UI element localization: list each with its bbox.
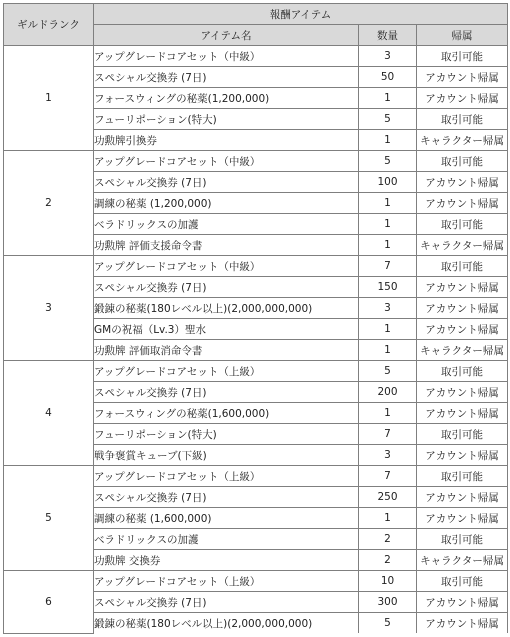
attribution-cell: アカウント帰属	[417, 445, 508, 466]
item-name-cell: アップグレードコアセット（上級）	[94, 571, 359, 592]
item-name-cell: スペシャル交換券 (7日)	[94, 382, 359, 403]
attribution-cell: キャラクター帰属	[417, 130, 508, 151]
item-name-cell: アップグレードコアセット（中級）	[94, 46, 359, 67]
attribution-cell: 取引可能	[417, 466, 508, 487]
attribution-cell: アカウント帰属	[417, 592, 508, 613]
attribution-cell: 取引可能	[417, 361, 508, 382]
quantity-cell: 1	[359, 214, 417, 235]
attribution-cell: 取引可能	[417, 256, 508, 277]
attribution-cell: キャラクター帰属	[417, 550, 508, 571]
attribution-cell: アカウント帰属	[417, 382, 508, 403]
attribution-cell: アカウント帰属	[417, 319, 508, 340]
item-name-cell: 調練の秘薬 (1,600,000)	[94, 508, 359, 529]
quantity-cell: 100	[359, 172, 417, 193]
quantity-cell: 300	[359, 592, 417, 613]
item-name-cell: 功勲牌 評価取消命令書	[94, 340, 359, 361]
quantity-cell: 7	[359, 424, 417, 445]
attribution-cell: 取引可能	[417, 151, 508, 172]
attribution-cell: キャラクター帰属	[417, 235, 508, 256]
quantity-cell: 150	[359, 277, 417, 298]
quantity-cell: 5	[359, 151, 417, 172]
item-name-cell: 功勲牌 評価支援命令書	[94, 235, 359, 256]
item-name-cell: アップグレードコアセット（上級）	[94, 466, 359, 487]
quantity-cell: 1	[359, 403, 417, 424]
item-name-header: アイテム名	[94, 25, 359, 46]
quantity-cell: 3	[359, 46, 417, 67]
attribution-cell: アカウント帰属	[417, 67, 508, 88]
item-name-cell: フューリポーション(特大)	[94, 109, 359, 130]
quantity-cell: 50	[359, 67, 417, 88]
quantity-cell: 2	[359, 529, 417, 550]
guild-rank-cell: 3	[4, 256, 94, 361]
item-name-cell: 功勲牌引換券	[94, 130, 359, 151]
guild-rank-cell: 6	[4, 571, 94, 634]
quantity-cell: 5	[359, 109, 417, 130]
attribution-cell: アカウント帰属	[417, 487, 508, 508]
table-row	[4, 256, 508, 277]
quantity-cell: 250	[359, 487, 417, 508]
attribution-cell: アカウント帰属	[417, 172, 508, 193]
item-name-cell: ベラドリックスの加護	[94, 214, 359, 235]
attribution-cell: アカウント帰属	[417, 613, 508, 634]
reward-table-body	[4, 46, 508, 634]
guild-rank-header: ギルドランク	[4, 4, 94, 46]
quantity-cell: 3	[359, 298, 417, 319]
item-name-cell: GMの祝福（Lv.3）聖水	[94, 319, 359, 340]
item-name-cell: アップグレードコアセット（上級）	[94, 361, 359, 382]
quantity-cell: 2	[359, 550, 417, 571]
attribution-header: 帰属	[417, 25, 508, 46]
quantity-cell: 200	[359, 382, 417, 403]
guild-rank-cell: 2	[4, 151, 94, 256]
table-row	[4, 151, 508, 172]
quantity-cell: 3	[359, 445, 417, 466]
quantity-cell: 7	[359, 466, 417, 487]
attribution-cell: アカウント帰属	[417, 277, 508, 298]
quantity-header: 数量	[359, 25, 417, 46]
quantity-cell: 1	[359, 319, 417, 340]
quantity-cell: 1	[359, 193, 417, 214]
attribution-cell: 取引可能	[417, 571, 508, 592]
attribution-cell: 取引可能	[417, 46, 508, 67]
attribution-cell: アカウント帰属	[417, 88, 508, 109]
item-name-cell: スペシャル交換券 (7日)	[94, 592, 359, 613]
table-row	[4, 571, 508, 592]
attribution-cell: アカウント帰属	[417, 193, 508, 214]
quantity-cell: 10	[359, 571, 417, 592]
item-name-cell: アップグレードコアセット（中級）	[94, 151, 359, 172]
item-name-cell: スペシャル交換券 (7日)	[94, 487, 359, 508]
quantity-cell: 1	[359, 130, 417, 151]
item-name-cell: ベラドリックスの加護	[94, 529, 359, 550]
item-name-cell: フューリポーション(特大)	[94, 424, 359, 445]
attribution-cell: 取引可能	[417, 109, 508, 130]
item-name-cell: 調練の秘薬 (1,200,000)	[94, 193, 359, 214]
guild-rank-cell: 5	[4, 466, 94, 571]
attribution-cell: キャラクター帰属	[417, 340, 508, 361]
attribution-cell: 取引可能	[417, 529, 508, 550]
item-name-cell: フォースウィングの秘薬(1,200,000)	[94, 88, 359, 109]
quantity-cell: 7	[359, 256, 417, 277]
attribution-cell: アカウント帰属	[417, 298, 508, 319]
reward-items-header: 報酬アイテム	[94, 4, 508, 25]
item-name-cell: 鍛錬の秘薬(180レベル以上)(2,000,000,000)	[94, 613, 359, 634]
item-name-cell: 戦争褒賞キューブ(下級)	[94, 445, 359, 466]
attribution-cell: 取引可能	[417, 214, 508, 235]
guild-rank-cell: 4	[4, 361, 94, 466]
quantity-cell: 1	[359, 508, 417, 529]
quantity-cell: 1	[359, 340, 417, 361]
table-row	[4, 46, 508, 67]
item-name-cell: 功勲牌 交換券	[94, 550, 359, 571]
item-name-cell: スペシャル交換券 (7日)	[94, 67, 359, 88]
item-name-cell: アップグレードコアセット（中級）	[94, 256, 359, 277]
item-name-cell: 鍛錬の秘薬(180レベル以上)(2,000,000,000)	[94, 298, 359, 319]
attribution-cell: アカウント帰属	[417, 508, 508, 529]
attribution-cell: 取引可能	[417, 424, 508, 445]
attribution-cell: アカウント帰属	[417, 403, 508, 424]
quantity-cell: 1	[359, 235, 417, 256]
quantity-cell: 5	[359, 613, 417, 634]
table-row	[4, 466, 508, 487]
quantity-cell: 5	[359, 361, 417, 382]
guild-rank-cell: 1	[4, 46, 94, 151]
guild-reward-table	[3, 3, 508, 634]
item-name-cell: スペシャル交換券 (7日)	[94, 277, 359, 298]
item-name-cell: スペシャル交換券 (7日)	[94, 172, 359, 193]
quantity-cell: 1	[359, 88, 417, 109]
item-name-cell: フォースウィングの秘薬(1,600,000)	[94, 403, 359, 424]
table-row	[4, 361, 508, 382]
